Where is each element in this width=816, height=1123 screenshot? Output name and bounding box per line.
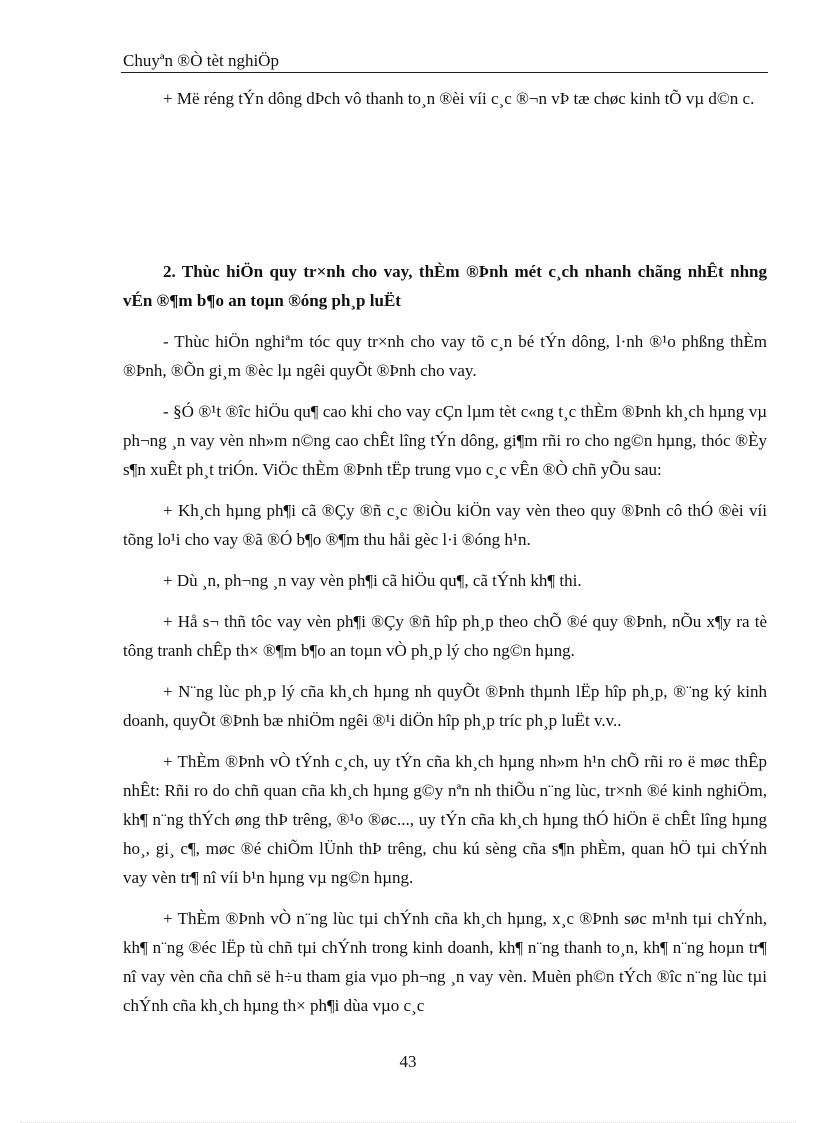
paragraph: + Dù ¸n, ph¬ng ¸n vay vèn ph¶i cã hiÖu qu¶, cã tÝnh kh¶ thi. [163,571,582,590]
paragraph: + Hå s¬ thñ tôc vay vèn ph¶i ®Çy ®ñ hîp ph¸p theo chÕ ®é quy ®Þnh, nÕu x¶y ra tè tông tranh chÊp th× ®¶m b¶o an toµn vÒ ph¸p lý cho ng©n hµng. [123,612,767,660]
paragraph: + Më réng tÝn dông dÞch vô thanh to¸n ®èi víi c¸c ®¬n vÞ tæ chøc kinh tÕ vµ d©n c. [163,89,755,108]
paragraph: + N¨ng lùc ph¸p lý cña kh¸ch hµng nh quyÕt ®Þnh thµnh lËp hîp ph¸p, ®¨ng ký kinh doanh, quyÕt ®Þnh bæ nhiÖm ngêi ®¹i diÖn hîp ph¸p tríc ph¸p luËt v.v.. [123,682,767,730]
section-heading: 2. Thùc hiÖn quy tr×nh cho vay, thÈm ®Þnh mét c¸ch nhanh chãng nhÊt nhng vÉn ®¶m b¶o an toµn ®óng ph¸p luËt [123,262,767,310]
body-main [123,257,767,1032]
paragraph: - §Ó ®¹t ®îc hiÖu qu¶ cao khi cho vay cÇn lµm tèt c«ng t¸c thÈm ®Þnh kh¸ch hµng vµ ph¬ng ¸n vay vèn nh»m n©ng cao chÊt lîng tÝn dông, gi¶m rñi ro cho ng©n hµng, thóc ®Èy s¶n xuÊt ph¸t triÓn. ViÖc thÈm ®Þnh tËp trung vµo c¸c vÊn ®Ò chñ yÕu sau: [123,402,767,479]
paragraph: + ThÈm ®Þnh vÒ tÝnh c¸ch, uy tÝn cña kh¸ch hµng nh»m h¹n chÕ rñi ro ë møc thÊp nhÊt: Rñi ro do chñ quan cña kh¸ch hµng g©y nªn nh thiÕu n¨ng lùc, tr×nh ®é kinh nghiÖm, kh¶ n¨ng thÝch øng thÞ trêng, ®¹o ®øc..., uy tÝn cña kh¸ch hµng thÓ hiÖn ë chÊt lîng hµng ho¸, gi¸ c¶, møc ®é chiÕm lÜnh thÞ trêng, chu kú sèng cña s¶n phÈm, quan hÖ tµi chÝnh vay vèn tr¶ nî víi b¹n hµng vµ ng©n hµng. [123,752,767,887]
paragraph: + ThÈm ®Þnh vÒ n¨ng lùc tµi chÝnh cña kh¸ch hµng, x¸c ®Þnh søc m¹nh tµi chÝnh, kh¶ n¨ng ®éc lËp tù chñ tµi chÝnh trong kinh doanh, kh¶ n¨ng thanh to¸n, kh¶ n¨ng hoµn tr¶ nî vay vèn cña chñ së h÷u tham gia vµo ph¬ng ¸n vay vèn. Muèn ph©n tÝch ®îc n¨ng lùc tµi chÝnh cña kh¸ch hµng th× ph¶i dùa vµo c¸c [123,909,767,1015]
body-top [123,84,767,125]
paragraph: + Kh¸ch hµng ph¶i cã ®Çy ®ñ c¸c ®iÒu kiÖn vay vèn theo quy ®Þnh cô thÓ ®èi víi tõng lo¹i cho vay ®ã ®Ó b¶o ®¶m thu håi gèc l·i ®óng h¹n. [123,501,767,549]
header-divider [121,72,768,73]
paragraph: - Thùc hiÖn nghiªm tóc quy tr×nh cho vay tõ c¸n bé tÝn dông, l·nh ®¹o phßng thÈm ®Þnh, ®Õn gi¸m ®èc lµ ngêi quyÕt ®Þnh cho vay. [123,332,767,380]
page-number: 43 [399,1052,417,1071]
page-header-title: Chuyªn ®Ò tèt nghiÖp [123,51,279,70]
